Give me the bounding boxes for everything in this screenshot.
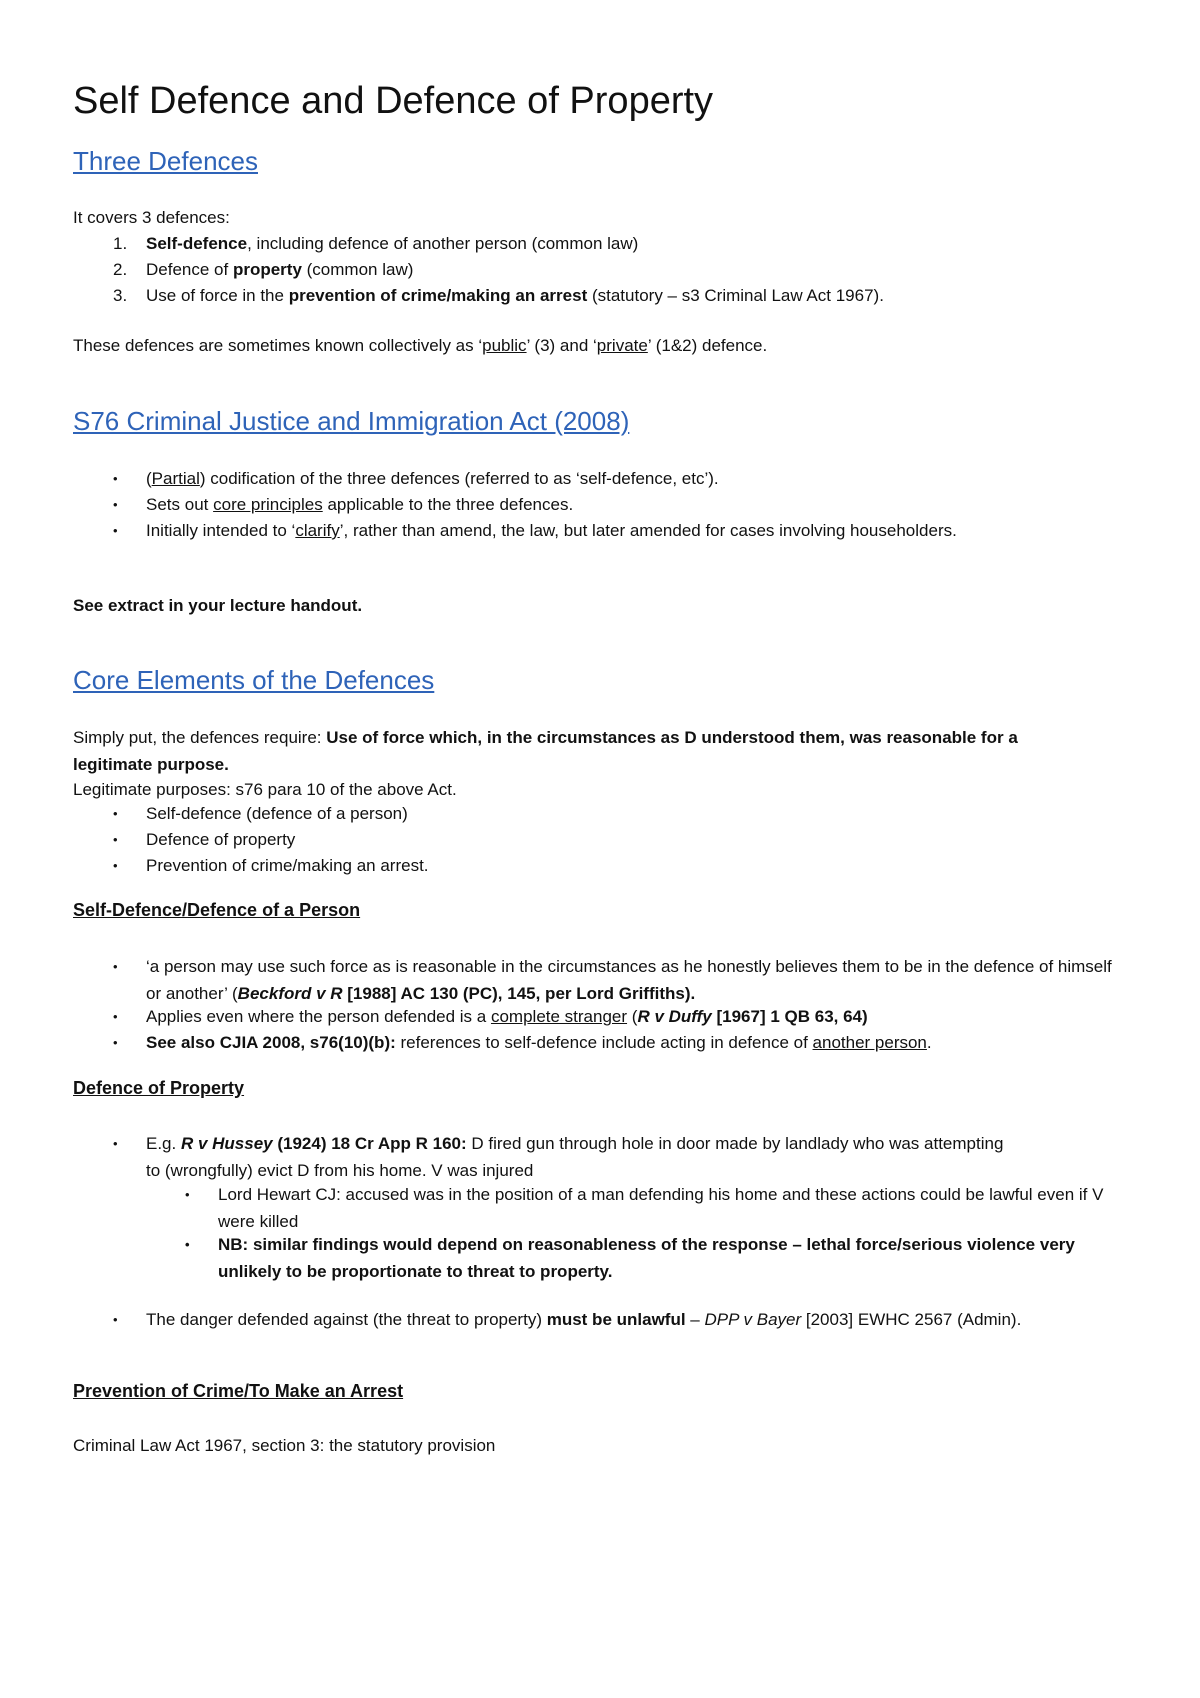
heading-self-defence: Self-Defence/Defence of a Person	[73, 900, 361, 920]
see-extract-note: See extract in your lecture handout.	[73, 596, 363, 615]
legitimate-purposes: Legitimate purposes: s76 para 10 of the above Act.	[73, 780, 457, 799]
heading-defence-of-property: Defence of Property	[73, 1078, 245, 1098]
heading-core-elements: Core Elements of the Defences	[73, 665, 435, 695]
heading-three-defences: Three Defences	[73, 146, 258, 176]
core-definition: Simply put, the defences require: Use of force which, in the circumstances as D understood them, was reasonable for a legitimate purpose.	[73, 728, 1018, 774]
heading-s76: S76 Criminal Justice and Immigration Act (2008)	[73, 406, 630, 436]
page-title: Self Defence and Defence of Property	[73, 80, 714, 122]
intro-text: It covers 3 defences:	[73, 208, 230, 227]
collective-note: These defences are sometimes known collectively as ‘public’ (3) and ‘private’ (1&2) defence.	[73, 336, 768, 355]
heading-prevention-of-crime: Prevention of Crime/To Make an Arrest	[73, 1381, 404, 1401]
statutory-provision: Criminal Law Act 1967, section 3: the statutory provision	[73, 1436, 496, 1455]
